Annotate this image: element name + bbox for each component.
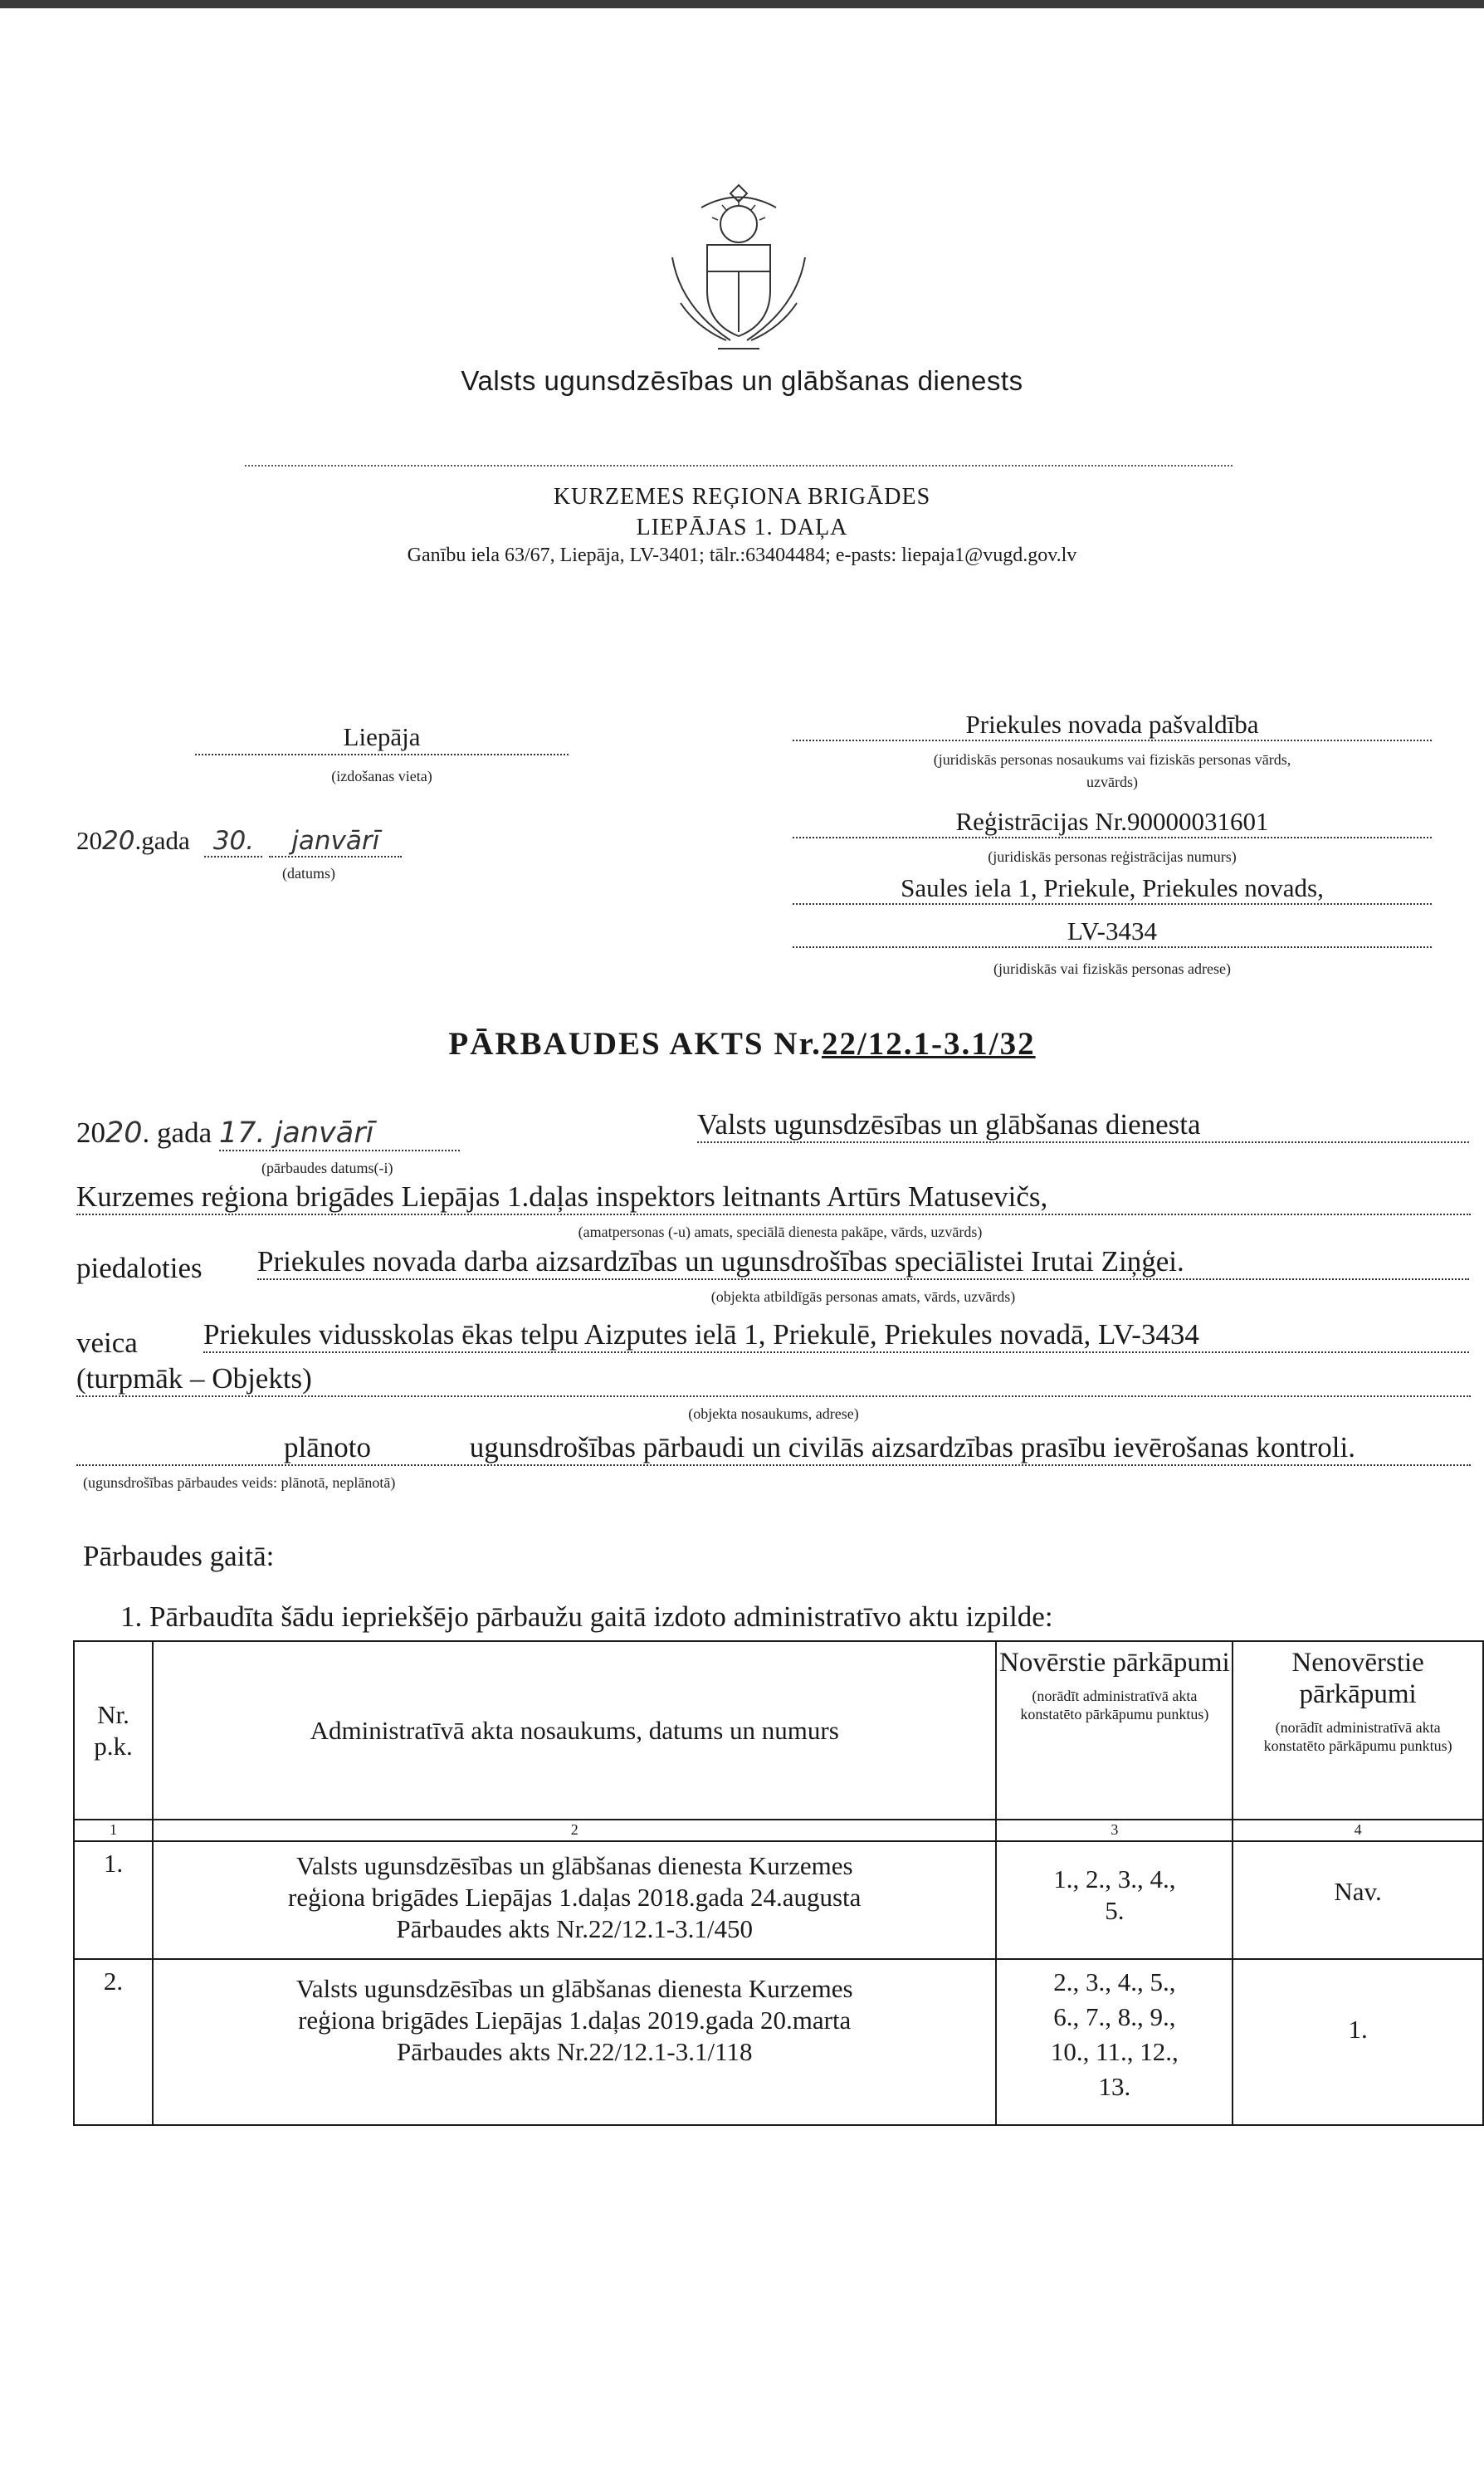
inspector-line: Kurzemes reģiona brigādes Liepājas 1.daļas inspektors leitnants Artūrs Matusevičs,	[76, 1180, 1471, 1215]
header-fixed-note: (norādīt administratīvā akta konstatēto pārkāpumu punktus)	[1020, 1688, 1209, 1722]
recipient-name-caption-1: (juridiskās personas nosaukums vai fiziskās personas vārds,	[933, 751, 1291, 768]
recipient-address-caption: (juridiskās vai fiziskās personas adrese)	[993, 960, 1231, 977]
header-unfixed-title: Nenovērstie pārkāpumi	[1291, 1648, 1424, 1709]
inspection-date	[76, 1116, 460, 1151]
row-2-fixed-line-2: 6., 7., 8., 9.,	[1053, 2002, 1176, 2031]
previous-acts-table	[73, 1640, 1484, 2126]
title-prefix: PĀRBAUDES AKTS Nr.	[448, 1026, 822, 1062]
row-1-unfixed: Nav.	[1233, 1841, 1483, 1959]
table-column-numbers-row	[74, 1820, 1483, 1841]
inspection-date-caption: (pārbaudes datums(-i)	[261, 1160, 393, 1176]
row-1-act-line-1: Valsts ugunsdzēsības un glābšanas dienesta Kurzemes	[295, 1851, 853, 1880]
row-1-fixed-line-2: 5.	[1105, 1896, 1125, 1925]
issue-place-caption: (izdošanas vieta)	[331, 768, 432, 784]
table-row	[74, 1959, 1483, 2125]
row-1-fixed-line-1: 1., 2., 3., 4.,	[1053, 1864, 1176, 1893]
piedaloties-value: Priekules novada darba aizsardzības un ugunsdrošības speciālistei Irutai Ziņģei.	[257, 1245, 1469, 1280]
issue-date-month-handwritten: janvārī	[269, 826, 402, 858]
document-title	[0, 1025, 1484, 1063]
inspection-kind-line	[76, 1431, 1471, 1466]
header-separator	[245, 465, 1233, 467]
row-1-act-line-3: Pārbaudes akts Nr.22/12.1-3.1/450	[396, 1914, 754, 1943]
recipient-address-line-2: LV-3434	[793, 916, 1432, 948]
inspection-year-handwritten: 20	[105, 1116, 143, 1150]
inspector-caption: (amatpersonas (-u) amats, speciālā dienesta pakāpe, vārds, uzvārds)	[578, 1224, 983, 1240]
row-2-act-line-3: Pārbaudes akts Nr.22/12.1-3.1/118	[396, 2037, 753, 2066]
section-1-heading: 1. Pārbaudīta šādu iepriekšējo pārbaužu gaitā izdoto administratīvo aktu izpilde:	[120, 1600, 1053, 1633]
recipient-name: Priekules novada pašvaldība	[793, 710, 1432, 741]
issue-date	[76, 826, 402, 858]
recipient-name-caption-2: uzvārds)	[1086, 774, 1138, 790]
piedaloties-caption: (objekta atbildīgās personas amats, vārds, uzvārds)	[710, 1288, 1016, 1305]
brigade-name: KURZEMES REĢIONA BRIGĀDES	[553, 484, 931, 510]
veica-value: Priekules vidusskolas ēkas telpu Aizputes ielā 1, Priekulē, Priekules novadā, LV-3434	[203, 1318, 1469, 1353]
table-header-row	[74, 1641, 1483, 1820]
row-2-fixed-line-1: 2., 3., 4., 5.,	[1053, 1967, 1176, 1996]
scan-top-edge	[0, 0, 1484, 8]
header-nr	[74, 1641, 153, 1820]
col-number-4: 4	[1233, 1820, 1483, 1841]
row-2-fixed-line-3: 10., 11., 12.,	[1050, 2037, 1179, 2066]
issue-date-word: .gada	[134, 826, 190, 855]
table-row	[74, 1841, 1483, 1959]
header-nr-text: Nr. p.k.	[94, 1699, 133, 1761]
row-2-unfixed: 1.	[1233, 1959, 1483, 2125]
recipient-registration-caption: (juridiskās personas reģistrācijas numurs)	[988, 848, 1237, 865]
row-1-nr: 1.	[74, 1841, 153, 1959]
col-number-1: 1	[74, 1820, 153, 1841]
piedaloties-label: piedaloties	[76, 1252, 203, 1284]
inspection-gada: . gada	[142, 1116, 212, 1149]
veica-value-line-2: (turpmāk – Objekts)	[76, 1362, 1471, 1397]
col-number-2: 2	[153, 1820, 997, 1841]
recipient-registration: Reģistrācijas Nr.90000031601	[793, 807, 1432, 838]
col-number-3: 3	[996, 1820, 1233, 1841]
inspection-day-month-handwritten	[219, 1116, 460, 1151]
issue-date-year-handwritten: 20	[102, 826, 135, 856]
title-number: 22/12.1-3.1/32	[821, 1026, 1036, 1062]
progress-label: Pārbaudes gaitā:	[83, 1540, 275, 1572]
recipient-address-line-1: Saules iela 1, Priekule, Priekules novads,	[793, 873, 1432, 905]
header-fixed-title: Novērstie pārkāpumi	[999, 1648, 1230, 1678]
inspection-year-century: 20	[76, 1116, 105, 1149]
inspection-day-handwritten: 17.	[218, 1116, 266, 1150]
issue-place: Liepāja	[195, 722, 569, 755]
veica-label: veica	[76, 1327, 138, 1359]
inspection-kind-rest: ugunsdrošības pārbaudi un civilās aizsardzības prasību ievērošanas kontroli.	[469, 1431, 1355, 1463]
issue-date-century: 20	[76, 826, 102, 855]
agency-name: Valsts ugunsdzēsības un glābšanas dienests	[461, 365, 1023, 396]
row-2-act	[153, 1959, 997, 2125]
latvia-coat-of-arms-icon	[656, 178, 822, 357]
inspection-month-handwritten: janvārī	[274, 1116, 374, 1150]
row-2-act-line-2: reģiona brigādes Liepājas 1.daļas 2019.gada 20.marta	[298, 2006, 852, 2035]
header-fixed	[996, 1641, 1233, 1820]
row-2-fixed	[996, 1959, 1233, 2125]
issue-date-day-handwritten: 30.	[204, 826, 262, 858]
header-unfixed-note: (norādīt administratīvā akta konstatēto pārkāpumu punktus)	[1263, 1719, 1452, 1754]
unit-name: LIEPĀJAS 1. DAĻA	[636, 515, 848, 540]
object-caption: (objekta nosaukums, adrese)	[688, 1405, 859, 1422]
row-2-fixed-line-4: 13.	[1098, 2072, 1131, 2101]
inspection-kind-caption: (ugunsdrošības pārbaudes veids: plānotā, neplānotā)	[83, 1474, 396, 1491]
row-1-act-line-2: reģiona brigādes Liepājas 1.daļas 2018.gada 24.augusta	[288, 1883, 862, 1912]
header-act: Administratīvā akta nosaukums, datums un numurs	[153, 1641, 997, 1820]
unit-contacts: Ganību iela 63/67, Liepāja, LV-3401; tālr.:63404484; e-pasts: liepaja1@vugd.gov.lv	[407, 545, 1077, 566]
header-unfixed	[1233, 1641, 1483, 1820]
inspection-kind-value: plānoto	[284, 1431, 371, 1463]
agency-line: Valsts ugunsdzēsības un glābšanas dienesta	[697, 1108, 1469, 1143]
row-1-fixed	[996, 1841, 1233, 1959]
row-2-nr: 2.	[74, 1959, 153, 2125]
issue-date-caption: (datums)	[282, 865, 335, 882]
row-1-act	[153, 1841, 997, 1959]
row-2-act-line-1: Valsts ugunsdzēsības un glābšanas dienesta Kurzemes	[295, 1974, 853, 2003]
